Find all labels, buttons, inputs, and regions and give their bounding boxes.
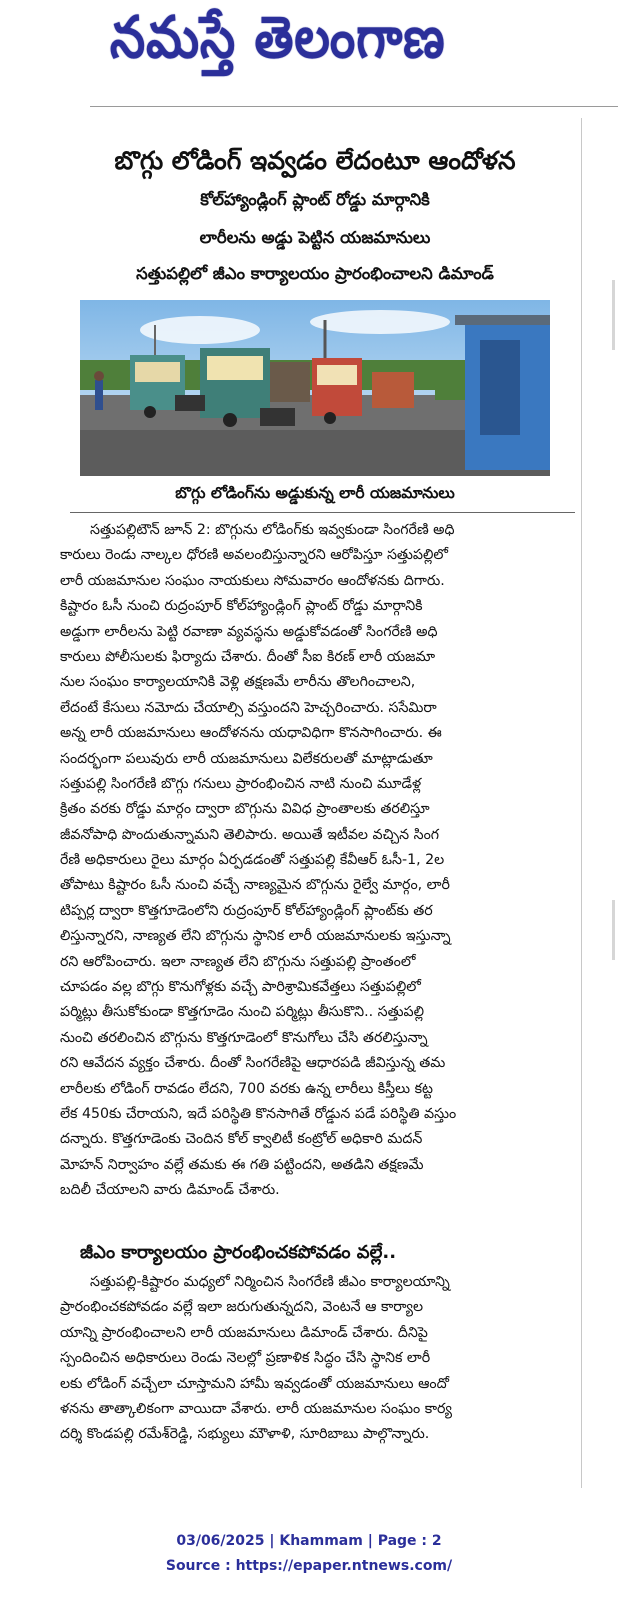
body-line: చూపడం వల్ల బొగ్గు కొనుగోళ్లకు వచ్చే పారిశ్రామికవేత్తలు సత్తుపల్లిలో <box>60 979 421 996</box>
lorries-photo-illustration <box>80 300 550 476</box>
article-subheading: కోల్‌హ్యాండ్లింగ్ ప్లాంట్ రోడ్డు మార్గానికి <box>200 190 430 209</box>
article-subheading: లారీలను అడ్డు పెట్టిన యజమానులు <box>199 228 431 247</box>
body-line: లిస్తున్నారని, నాణ్యత లేని బొగ్గును స్థానిక లారీ యజమానులకు ఇస్తున్నా <box>60 928 451 945</box>
body-line: మోహన్ నిర్వాహం వల్లే తమకు ఈ గతి పట్టిందని, అతడిని తక్షణమే <box>60 1156 424 1173</box>
body-line: సత్తుపల్లిటౌన్ జూన్ 2: బొగ్గును లోడింగ్‌కు ఇవ్వకుండా సింగరేణి అధి <box>90 522 455 538</box>
body-line: నుంచి తరలించిన బొగ్గును కొత్తగూడెంలో కొనుగోలు చేసి తరలిస్తున్నా <box>60 1029 428 1046</box>
masthead <box>0 0 618 96</box>
body-line: లకు లోడింగ్ వచ్చేలా చూస్తామని హామీ ఇవ్వడంతో యజమానులు ఆందో <box>60 1375 449 1392</box>
photo-caption: బొగ్గు లోడింగ్‌ను అడ్డుకున్న లారీ యజమానులు <box>175 484 455 502</box>
section-subheading: జీఎం కార్యాలయం ప్రారంభించకపోవడం వల్లే.. <box>80 1242 397 1263</box>
body-line: లేదంటే కేసులు నమోదు చేయాల్సి వస్తుందని హెచ్చరించారు. ససేమిరా <box>60 699 437 716</box>
body-line: యాన్ని ప్రారంభించాలని లారీ యజమానులు డిమాండ్ చేశారు. దీనిపై <box>60 1324 428 1341</box>
body-line: బదిలీ చేయాలని వారు డిమాండ్ చేశారు. <box>60 1182 280 1199</box>
article-subheading: సత్తుపల్లిలో జీఎం కార్యాలయం ప్రారంభించాలని డిమాండ్ <box>136 264 494 283</box>
body-line: క్రితం వరకు రోడ్డు మార్గం ద్వారా బొగ్గును వివిధ ప్రాంతాలకు తరలిస్తూ <box>60 801 430 818</box>
adjacent-column-edge <box>612 280 615 350</box>
caption-divider <box>70 512 575 513</box>
body-line: టిప్పర్ల ద్వారా కొత్తగూడెంలోని రుద్రంపూర్ కోల్‌హ్యాండ్లింగ్ ప్లాంట్‌కు తర <box>60 902 433 919</box>
body-line: కిష్టారం ఓసీ నుంచి రుద్రంపూర్ కోల్‌హ్యాండ్లింగ్ ప్లాంట్ రోడ్డు మార్గానికి <box>60 598 423 615</box>
body-line: జీవనోపాధి పొందుతున్నామని తెలిపారు. అయితే ఇటీవల వచ్చిన సింగ <box>60 826 440 843</box>
body-line: స్పందించిన అధికారులు రెండు నెలల్లో ప్రణాళిక సిద్ధం చేసి స్థానిక లారీ <box>60 1350 431 1367</box>
column-divider <box>581 118 582 1488</box>
body-line: పర్మిట్లు తీసుకోకుండా కొత్తగూడెం నుంచి పర్మిట్లు తీసుకొని.. సత్తుపల్లి <box>60 1004 425 1021</box>
body-line: కారులు పోలీసులకు ఫిర్యాదు చేశారు. దీంతో సీఐ కిరణ్ లారీ యజమా <box>60 648 436 665</box>
body-line: లారీలకు లోడింగ్ రావడం లేదని, 700 వరకు ఉన్న లారీలు కిస్తీలు కట్ట <box>60 1080 433 1097</box>
body-line: తోపాటు కిష్టారం ఓసీ నుంచి వచ్చే నాణ్యమైన బొగ్గును రైల్వే మార్గం, లారీ <box>60 877 450 894</box>
body-line: సత్తుపల్లి-కిష్టారం మధ్యలో నిర్మించిన సింగరేణి జీఎం కార్యాలయాన్ని <box>90 1274 450 1290</box>
body-line: దర్శి కొండపల్లి రమేశ్‌రెడ్డి, సభ్యులు మౌళాళి, సూరిబాబు పాల్గొన్నారు. <box>60 1426 430 1443</box>
footer-date-line: 03/06/2025 | Khammam | Page : 2 <box>176 1533 442 1549</box>
body-line: రేణి అధికారులు రైలు మార్గం ఏర్పడడంతో సత్తుపల్లి కేవీఆర్ ఓసీ-1, 2ల <box>60 852 445 869</box>
body-line: అడ్డుగా లారీలను పెట్టి రవాణా వ్యవస్థను అడ్డుకోవడంతో సింగరేణి అధి <box>60 623 438 640</box>
news-photo <box>80 300 550 476</box>
body-line: దన్నారు. కొత్తగూడెంకు చెందిన కోల్ క్వాలిటీ కంట్రోల్ అధికారి మదన్ <box>60 1131 423 1148</box>
body-line: కారులు రెండు నాల్కల ధోరణి అవలంబిస్తున్నారని ఆరోపిస్తూ సత్తుపల్లిలో <box>60 547 448 564</box>
masthead-divider <box>90 106 618 107</box>
adjacent-column-edge <box>612 900 615 960</box>
body-line: నుల సంఘం కార్యాలయానికి వెళ్లి తక్షణమే లారీను తొలగించాలని, <box>60 674 416 691</box>
body-line: ప్రారంభించకపోవడం వల్లే ఇలా జరుగుతున్నదని, వెంటనే ఆ కార్యాల <box>60 1299 424 1316</box>
article-body <box>60 518 575 1204</box>
body-line: సత్తుపల్లి సింగరేణి బొగ్గు గనులు ప్రారంభించిన నాటి నుంచి మూడేళ్ల <box>60 775 422 792</box>
footer-source-line: Source : https://epaper.ntnews.com/ <box>165 1558 453 1574</box>
body-line: అన్న లారీ యజమానులు ఆందోళనను యధావిధిగా కొనసాగించారు. ఈ <box>60 725 442 742</box>
body-line: లేక 450కు చేరాయని, ఇదే పరిస్థితి కొనసాగితే రోడ్డున పడే పరిస్థితి వస్తుం <box>60 1105 457 1122</box>
body-line: లారీ యజమానుల సంఘం నాయకులు సోమవారం ఆందోళనకు దిగారు. <box>60 572 445 589</box>
article-body-continued <box>60 1270 575 1448</box>
body-line: సందర్భంగా పలువురు లారీ యజమానులు విలేకరులతో మాట్లాడుతూ <box>60 750 433 767</box>
masthead-logo: నమస్తే తెలంగాణ <box>110 4 446 71</box>
body-line: రని ఆవేదన వ్యక్తం చేశారు. దీంతో సింగరేణిపై ఆధారపడి జీవిస్తున్న తమ <box>60 1055 446 1072</box>
article-headline: బొగ్గు లోడింగ్ ఇవ్వడం లేదంటూ ఆందోళన <box>114 146 516 175</box>
body-line: ళనను తాత్కాలికంగా వాయిదా వేశారు. లారీ యజమానుల సంఘం కార్య <box>60 1400 452 1417</box>
body-line: రని ఆరోపించారు. ఇలా నాణ్యత లేని బొగ్గును సత్తుపల్లి ప్రాంతంలో <box>60 953 416 970</box>
